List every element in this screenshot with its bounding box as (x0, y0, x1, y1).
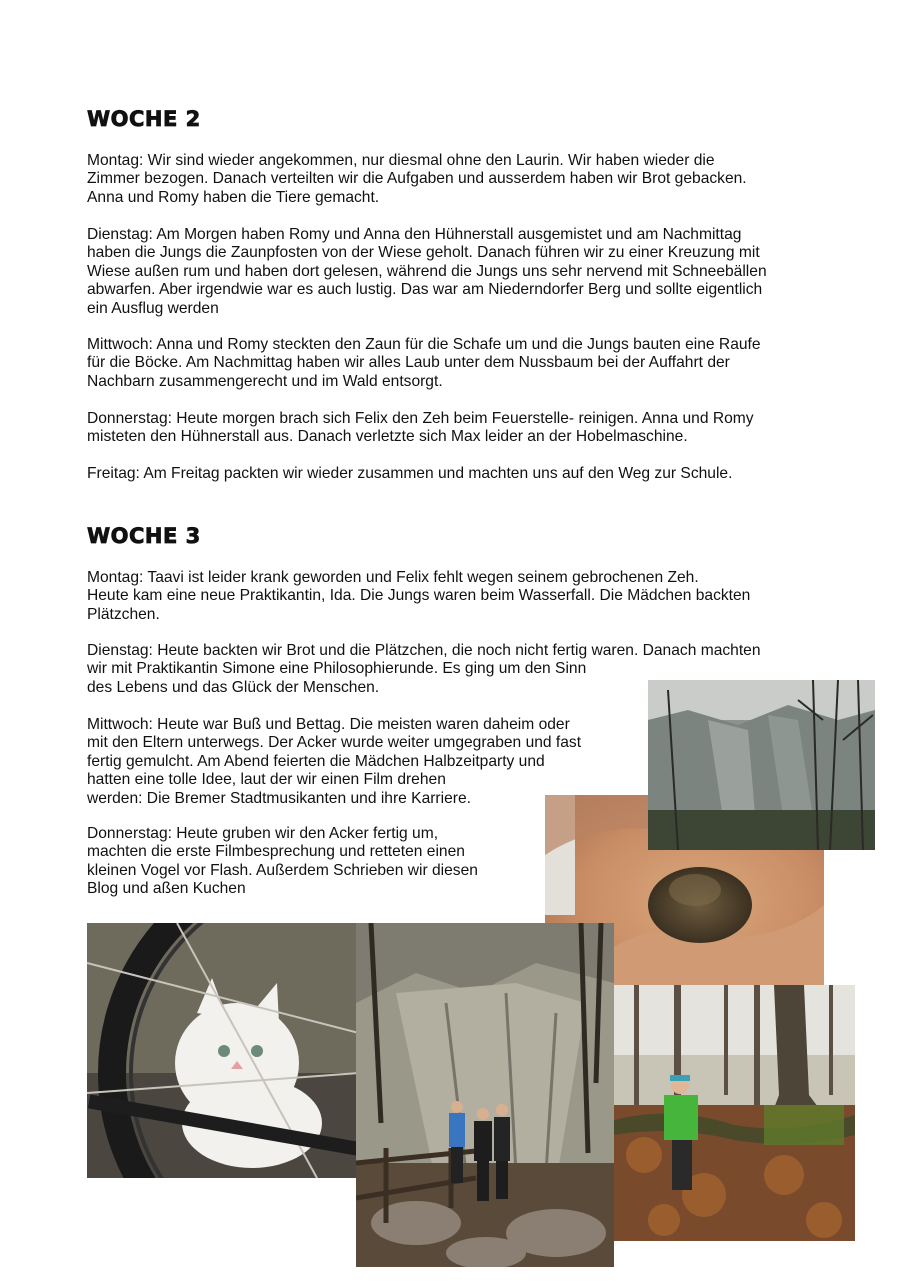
week3-thursday: Donnerstag: Heute gruben wir den Acker fertig um, machten die erste Filmbesprechung und retteten einen kleinen Vogel vor Flash. Außerdem Schrieben wir diesen Blog und aßen Kuchen (87, 825, 478, 898)
week3-monday: Montag: Taavi ist leider krank geworden und Felix fehlt wegen seinem gebrochenen Zeh. Heute kam eine neue Praktikantin, Ida. Die Jungs waren beim Wasserfall. Die Mädchen backten Plätzchen. (87, 569, 751, 623)
week3-tuesday: Dienstag: Heute backten wir Brot und die Plätzchen, die noch nicht fertig waren. Danach machten wir mit Praktikantin Simone eine Philosophierunde. Es ging um den Sinn des Lebens und das Glück der Menschen. (87, 642, 761, 696)
photo-group-cliff (356, 923, 614, 1267)
week2-heading: WOCHE 2 (87, 107, 201, 131)
week2-friday: Freitag: Am Freitag packten wir wieder zusammen und machten uns auf den Weg zur Schule. (87, 465, 733, 482)
week2-tuesday: Dienstag: Am Morgen haben Romy und Anna den Hühnerstall ausgemistet und am Nachmittag haben die Jungs die Zaunpfosten von der Wiese geholt. Danach führen wir zu einer Kreuzung mit Wiese außen rum und haben dort gelesen, während die Jungs uns sehr nervend mit Schneebällen abwarfen. Aber irgendwie war es auch lustig. Das war am Niederndorfer Berg und sollte eigentlich ein Ausflug werden (87, 226, 767, 317)
week3-wednesday: Mittwoch: Heute war Buß und Bettag. Die meisten waren daheim oder mit den Eltern unterwegs. Der Acker wurde weiter umgegraben und fast fertig gemulcht. Am Abend feierten die Mädchen Halbzeitparty und hatten eine tolle Idee, laut der wir einen Film drehen werden: Die Bremer Stadtmusikanten und ihre Karriere. (87, 716, 582, 807)
photo-rock-wall (648, 680, 875, 850)
week2-thursday: Donnerstag: Heute morgen brach sich Felix den Zeh beim Feuerstelle- reinigen. Anna und Romy misteten den Hühnerstall aus. Danach verletzte sich Max leider an der Hobelmaschine. (87, 410, 754, 446)
photo-forest-boy (614, 985, 855, 1241)
week2-wednesday: Mittwoch: Anna und Romy steckten den Zaun für die Schafe um und die Jungs bauten eine Raufe für die Böcke. Am Nachmittag haben wir alles Laub unter dem Nussbaum bei der Auffahrt der Nachbarn zusammengerecht und im Wald entsorgt. (87, 336, 761, 390)
week2-monday: Montag: Wir sind wieder angekommen, nur diesmal ohne den Laurin. Wir haben wieder die Zimmer bezogen. Danach verteilten wir die Aufgaben und ausserdem haben wir Brot gebacken. Anna und Romy haben die Tiere gemacht. (87, 152, 747, 206)
week3-heading: WOCHE 3 (87, 524, 201, 548)
photo-cat-bicycle (87, 923, 359, 1178)
